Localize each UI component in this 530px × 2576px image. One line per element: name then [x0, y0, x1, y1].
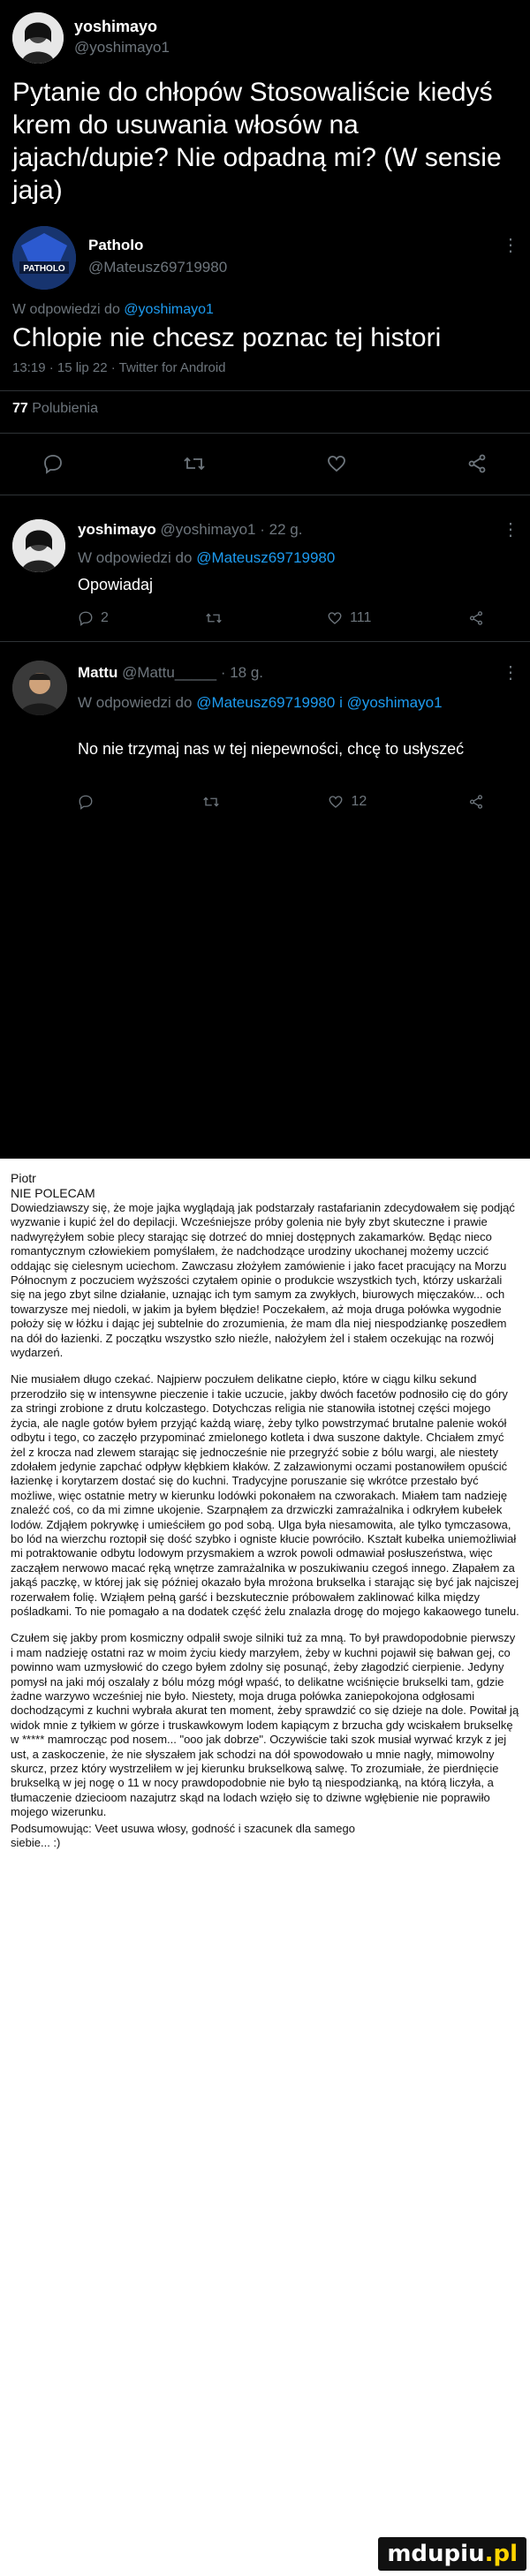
patholo-logo-text: PATHOLO [23, 264, 65, 274]
more-options-icon[interactable]: ⋮ [502, 520, 519, 540]
story-author: Piotr [11, 1171, 36, 1185]
story-screenshot [0, 1159, 530, 2576]
avatar[interactable] [12, 661, 67, 715]
watermark-suffix: .pl [484, 2541, 518, 2567]
like-icon[interactable] [326, 453, 347, 474]
likes-label: Polubienia [32, 401, 98, 416]
watermark-brand: mdupiu [387, 2541, 485, 2567]
reply-name[interactable]: yoshimayo [78, 521, 156, 538]
story-paragraph: Czułem się jakby prom kosmiczny odpalił swoje silniki tuż za mną. To był prawdopodobnie pierwszy i mam nadzieję ostatni raz w moim życiu kiedy marzyłem, żeby w kuchni pojawił się bałwan gej, co powinno wam uzmysłowić do czego byłem zdolny się posunąć, żeby złagodzić cierpienie. Jedyny pomysł na jaki mój oszalały z bólu mózg mógł wpaść, to delikatne wciśnięcie brukselki tam, gdzie żadne warzywo wcześniej nie było. Niestety, moja druga połówka zaniepokojona odgłosami dochodzącymi z kuchni wybrała akurat ten moment, żeby sprawdzić co się dzieje na dole. Powitał ją widok mnie z tyłkiem w górze i truskawkowym lodem kapiącym z brzucha gdy wciskałem brukselkę w ***** mamrocząc pod nosem... "ooo jak dobrze". Oczywiście taki szok musiał wyrwać krzyk z jej ust, a zaskoczenie, że nie słyszałem jak schodzi na dół spowodowało u mnie nagły, mimowolny skurcz, przez który wystrzeliłem w jej kierunku brukselkową salwę. To zrozumiałe, że pierdnięcie brukselką w jej nogę o 11 w nocy prawdopodobnie nie było tą niespodzianką, na którą liczyła, a tłumaczenie dziecioom nazajutrz skąd na lodach wzięło się to dziwne wgłębienie nie poprawiło mojego wizerunku. [11, 1631, 519, 1819]
reply-icon[interactable] [78, 610, 109, 626]
reply-tweet-text: Chlopie nie chcesz poznac tej histori [12, 323, 442, 352]
reply-meta[interactable]: @Mattu_____ · 18 g. [122, 664, 264, 681]
replying-to-label: W odpowiedzi do [12, 302, 120, 317]
story-paragraph: Dowiedziawszy się, że moje jajka wyglądają jak podstarzały rastafarianin zdecydowałem się podjąć wyzwanie i kupić żel do depilacji. Wcześniejsze próby golenia nie były zbyt skuteczne i prawie nadwyrężyłem sobie plecy starając się dotrzeć do mniej dostępnych zakamarków. Będąc nieco romantycznym człowiekiem pomyślałem, że nadchodzące urodziny ukochanej możemy uczcić oddając się cielesnym uciechom. Zawczasu złożyłem zamówienie i jako facet pracujący na Morzu Północnym z poczuciem wyższości czytałem opinie o produkcie wszystkich tych, którzy uskarżali się na jego zbyt silne działanie, uznając ich tym samym za zwykłych, biurowych mięczaków... och towarzysze mej niedoli, w jakim ja byłem błędzie! Poczekałem, aż moja druga połówka wygodnie położy się w łóżku i dając jej subtelnie do zrozumienia, że mam dla niej niespodziankę poszedłem na dół do łazienki. Z początku wszystko szło nieźle, nałożyłem żel i stałem oczekując na rozwój wydarzeń. [11, 1201, 515, 1360]
author-handle[interactable]: @yoshimayo1 [74, 39, 170, 56]
divider [0, 641, 530, 642]
replying-to-handle[interactable]: @Mateusz69719980 [196, 549, 336, 566]
likes-summary[interactable] [12, 401, 98, 417]
retweet-icon[interactable] [205, 610, 230, 626]
replying-to-handle[interactable]: @Mateusz69719980 i @yoshimayo1 [196, 694, 443, 711]
divider [0, 390, 530, 391]
reply-header [78, 664, 263, 682]
reply-count: 2 [101, 610, 109, 625]
story-paragraph: Nie musiałem długo czekać. Najpierw poczułem delikatne ciepło, które w ciągu kilku sekund przerodziło się w intensywne pieczenie i takie uczucie, jakby dwóch facetów podnosiło cię do góry za stringi zrobione z drutu kolczastego. Dotychczas religia nie stanowiła istotnej części mojego życia, ale nagle gotów byłem przyjąć każdą wiarę, żeby tylko powstrzymać brutalne palenie wokół odbytu i tego, co zaczęło przypominać zmielonego kotleta i dwa suszone daktyle. Chciałem zmyć żel z krocza nad zlewem starając się jednocześnie nie przegryźć sobie z bólu wargi, ale niestety zdołałem jedynie zapchać odpływ kłębkiem kłaków. Z załzawionymi oczami postanowiłem opuścić łazienkę i korytarzem dostać się do kuchni. Tradycyjne poruszanie się wkrótce przestało być możliwe, więc ostatnie metry w kierunku lodówki pokonałem na czworakach. Miałem tam nadzieję znaleźć coś, co da mi zimne ukojenie. Szarpnąłem za drzwiczki zamrażalnika i odkryłem kubełek lodów. Zdjąłem pokrywkę i umieściłem go pod sobą. Ulga była niesamowita, ale tylko tymczasowa, bo lód na wierzchu roztopił się dość szybko i ogniste kłucie powróciło. Kształt kubełka uniemożliwiał mi potraktowanie odbytu lodowym przysmakiem a wzrok powoli odmawiał posłuszeństwa, więc zacząłem nerwowo macać ręką wnętrze zamrażalnika w poszukiwaniu czegoś innego. Złapałem za jakąś paczkę, w której jak się później okazało była mrożona brukselka i starając się być jak najciszej rozerwałem folię. Wziąłem pełną garść i bezskutecznie próbowałem zaklinować kilka między pośladkami. To nie pomagało a na dodatek część żelu znalazła drogę do mojego kakaowego tunelu. [11, 1372, 519, 1618]
patholo-logo-icon [12, 226, 76, 290]
avatar[interactable] [12, 226, 76, 290]
retweet-icon[interactable] [183, 453, 206, 474]
dark-portrait-avatar-icon [12, 661, 67, 715]
more-options-icon[interactable]: ⋮ [502, 236, 519, 255]
replying-to-label: W odpowiedzi do [78, 549, 193, 566]
like-count: 12 [351, 794, 367, 809]
watermark [378, 2537, 526, 2571]
replying-to-label: W odpowiedzi do [78, 694, 193, 711]
reply-icon[interactable] [42, 453, 64, 474]
likes-count: 77 [12, 401, 28, 416]
twitter-section [0, 0, 530, 1159]
share-icon[interactable] [468, 794, 484, 810]
share-icon[interactable] [468, 610, 484, 626]
tweet-text: Pytanie do chłopów Stosowaliście kiedyś krem do usuwania włosów na jajach/dupie? Nie odpadną mi? (W sensie jaja) [12, 78, 502, 205]
story-heading: NIE POLECAM [11, 1186, 95, 1200]
tweet-timestamp: 13:19 · 15 lip 22 · Twitter for Android [12, 360, 226, 375]
story-paragraph: Podsumowując: Veet usuwa włosy, godność i szacunek dla samego siebie... :) [11, 1821, 355, 1850]
share-icon[interactable] [466, 453, 488, 474]
replying-to-line [78, 692, 511, 714]
avatar[interactable] [12, 519, 65, 572]
retweet-icon[interactable] [202, 794, 227, 810]
reply-action-bar [78, 791, 484, 812]
like-count: 111 [350, 610, 372, 625]
reply-header [78, 521, 302, 539]
reply-text: No nie trzymaj nas w tej niepewności, chcę to usłyszeć [78, 740, 465, 758]
reply-action-bar [78, 608, 484, 629]
reply-author-name[interactable]: Patholo [88, 237, 144, 253]
like-icon[interactable] [328, 794, 367, 810]
replying-to-handle[interactable]: @yoshimayo1 [124, 302, 214, 317]
tweet-action-bar [42, 450, 488, 477]
divider [0, 433, 530, 434]
reply-author-handle[interactable]: @Mateusz69719980 [88, 259, 228, 276]
author-name[interactable]: yoshimayo [74, 18, 158, 35]
like-icon[interactable] [327, 610, 371, 626]
avatar[interactable] [12, 12, 64, 64]
more-options-icon[interactable]: ⋮ [502, 663, 519, 683]
replying-to-line [78, 549, 335, 567]
reply-meta[interactable]: @yoshimayo1 · 22 g. [160, 521, 303, 538]
portrait-avatar-icon [12, 12, 64, 64]
replying-to-line [12, 302, 214, 318]
reply-text: Opowiadaj [78, 576, 154, 593]
reply-icon[interactable] [78, 794, 101, 810]
portrait-avatar-icon [12, 519, 65, 572]
reply-name[interactable]: Mattu [78, 664, 118, 681]
